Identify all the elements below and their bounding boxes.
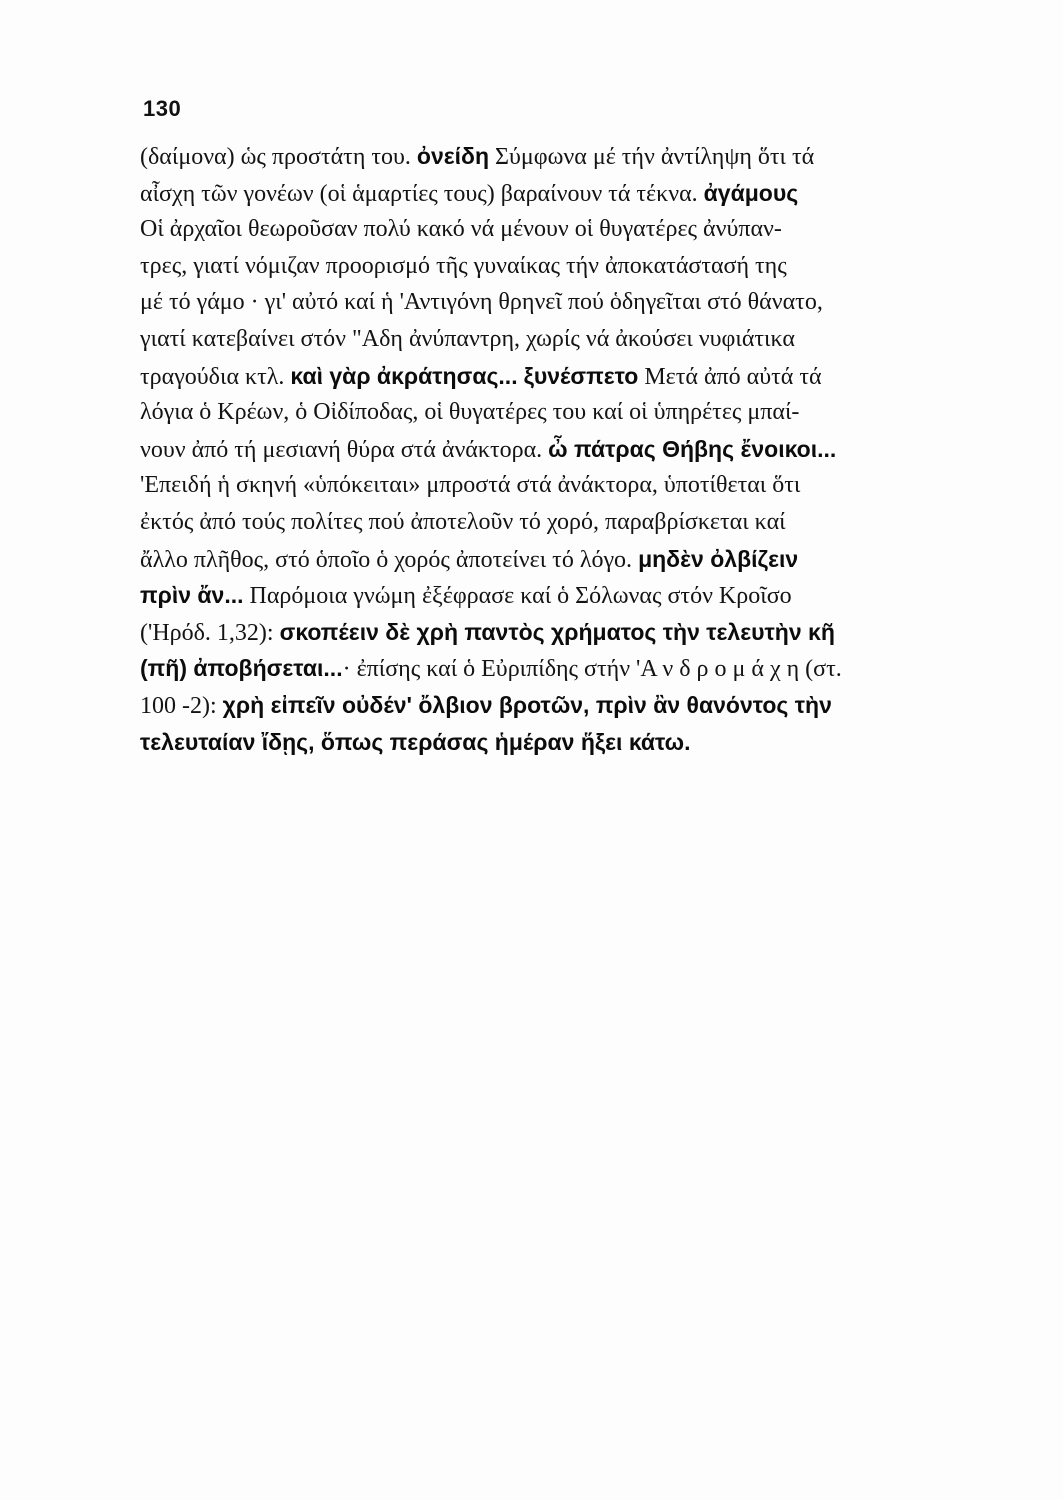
bold-lemma: τελευταίαν ἴδῃς, ὅπως περάσας ἡμέραν ἥξει κάτω. [140,728,691,755]
bold-lemma: ὦ πάτρας Θήβης ἔνοικοι... [548,435,837,462]
text-line [140,577,970,614]
text-segment: νουν ἀπό τή μεσιανή θύρα στά ἀνάκτορα. [140,436,549,463]
text-segment: ἄλλο πλῆθος, στό ὁποῖο ὁ χορός ἀποτείνει τό λόγο. [140,546,639,573]
bold-lemma: μηδὲν ὀλβίζειν [638,545,799,572]
text-segment: 'Επειδή ἡ σκηνή «ὑπόκειται» μπροστά στά ἀνάκτορα, ὑποτίθεται ὅτι [140,472,801,499]
text-segment: Μετά ἀπό αὐτά τά [638,363,822,390]
text-segment: Παρόμοια γνώμη ἐξέφρασε καί ὁ Σόλωνας στόν Κροῖσο [243,583,792,610]
text-segment: μέ τό γάμο · γι' αὐτό καί ἡ 'Αντιγόνη θρηνεῖ πού ὁδηγεῖται στό θάνατο, [140,289,823,316]
bold-lemma: ξυνέσπετο [523,362,639,389]
text-segment: τραγούδια κτλ. [140,363,291,390]
text-line [140,394,970,431]
text-line [140,541,970,578]
text-line [140,175,970,212]
commentary-text [140,138,970,760]
bold-lemma: καὶ γὰρ ἀκράτησας... [290,362,518,389]
text-line [140,504,970,541]
text-segment: Οἱ ἀρχαῖοι θεωροῦσαν πολύ κακό νά μένουν οἱ θυγατέρες ἀνύπαν- [140,216,782,243]
text-line [140,650,970,687]
text-segment: · ἐπίσης καί ὁ Εὐριπίδης στήν 'Α ν δ ρ ο μ ά χ η (στ. [342,656,842,683]
text-segment: τρες, γιατί νόμιζαν προορισμό τῆς γυναίκας τήν ἀποκατάστασή της [140,252,787,279]
text-segment: Σύμφωνα μέ τήν ἀντίληψη ὅτι τά [489,144,815,170]
text-segment: (δαίμονα) ὡς προστάτη του. [140,144,417,170]
bold-lemma: σκοπέειν δὲ χρὴ παντὸς χρήματος τὴν τελευτὴν κῆ [279,618,835,645]
bold-lemma: πρὶν ἄν... [140,582,244,609]
text-line [140,321,970,358]
text-line [140,211,970,248]
text-line [140,431,970,468]
page-number: 130 [143,96,182,121]
text-line [140,358,970,395]
bold-lemma: ὀνείδη [416,143,490,169]
text-segment: γιατί κατεβαίνει στόν "Αδη ἀνύπαντρη, χωρίς νά ἀκούσει νυφιάτικα [140,325,795,352]
text-segment: ('Ηρόδ. 1,32): [140,619,280,646]
text-line [140,467,970,504]
text-line [140,687,970,724]
bold-lemma: χρὴ εἰπεῖν οὐδέν' ὄλβιον βροτῶν, πρὶν ἂν θανόντος τὴν [222,691,832,718]
text-line [140,248,970,285]
text-line [140,614,970,651]
text-line [140,724,970,761]
text-line [140,284,970,321]
text-segment: ἐκτός ἀπό τούς πολίτες πού ἀποτελοῦν τό χορό, παραβρίσκεται καί [140,508,786,535]
text-line [140,138,970,175]
text-segment: αἶσχη τῶν γονέων (οἱ ἁμαρτίες τους) βαραίνουν τά τέκνα. [140,180,704,207]
text-segment: 100 -2): [140,692,223,719]
bold-lemma: ἀγάμους [703,179,799,206]
text-segment: λόγια ὁ Κρέων, ὁ Οἰδίποδας, οἱ θυγατέρες του καί οἱ ὑπηρέτες μπαί- [140,399,800,426]
bold-lemma: (πῆ) ἀποβήσεται... [140,655,343,682]
